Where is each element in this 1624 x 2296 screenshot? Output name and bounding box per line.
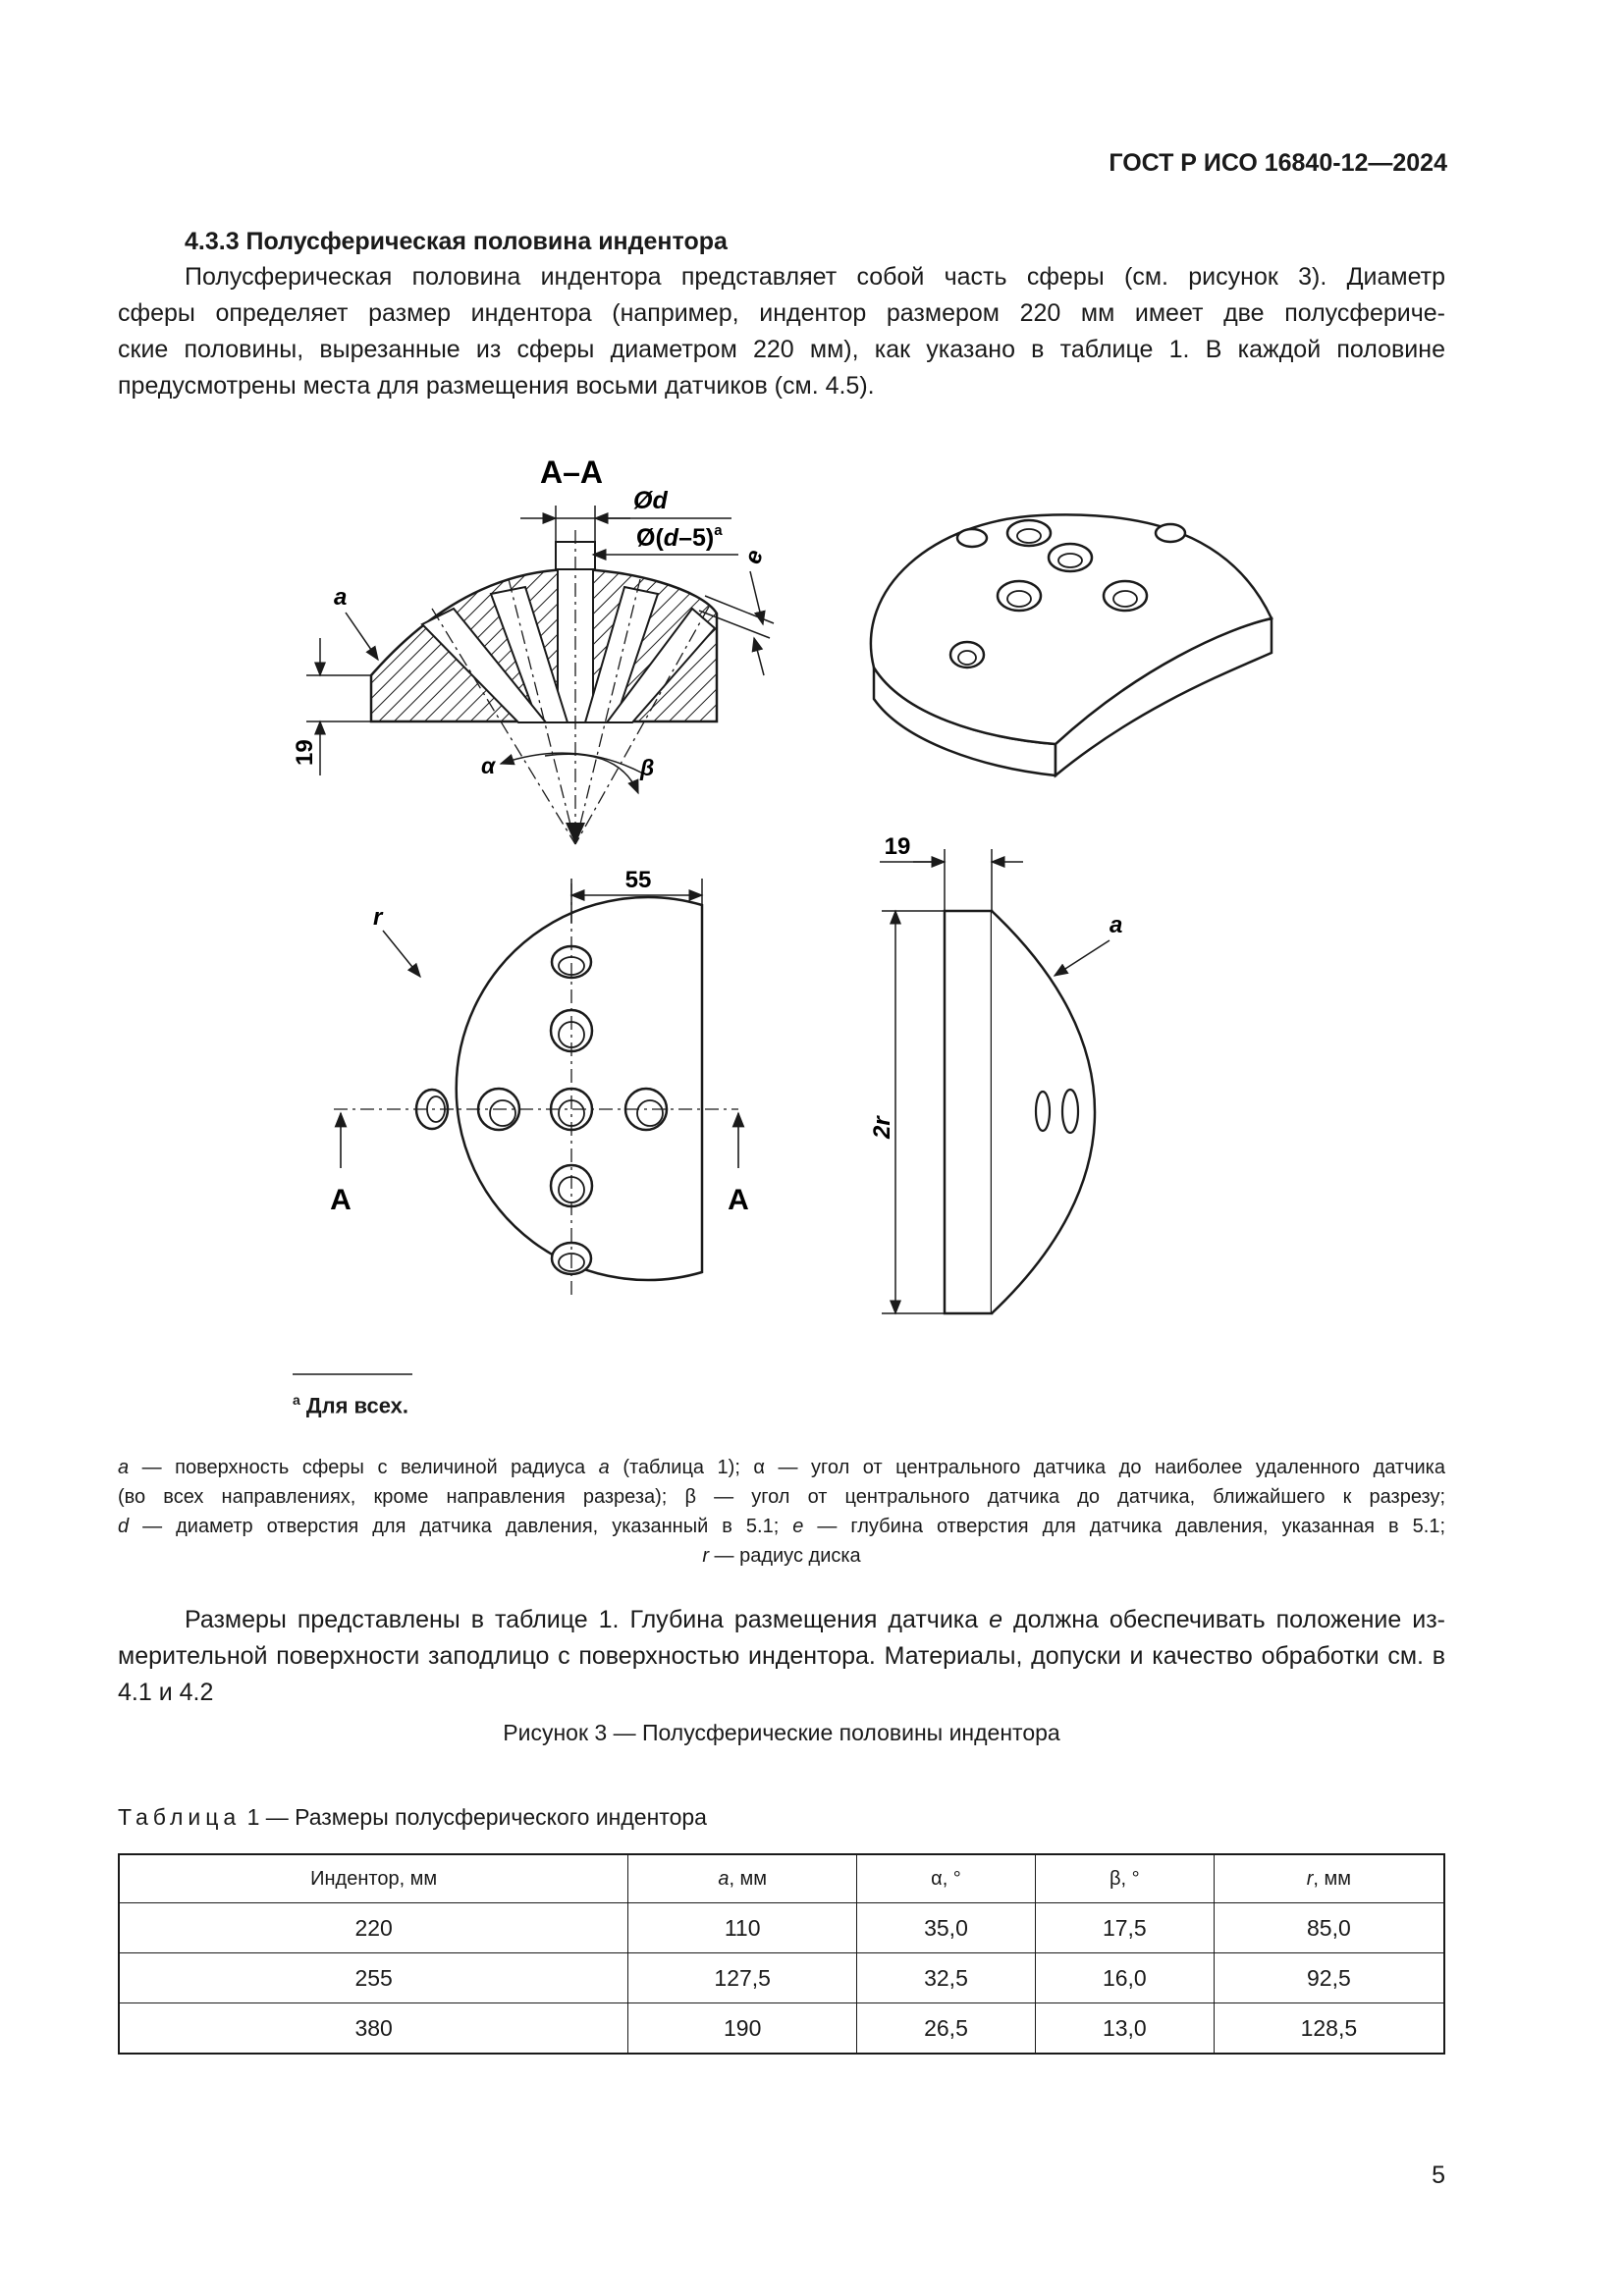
paragraph-line: предусмотрены места для размещения восьми датчиков (см. 4.5). (118, 372, 875, 400)
figure-footnote (293, 1392, 408, 1418)
beta-arc (545, 754, 638, 793)
legend-text: — диаметр отверстия для датчика давления, указанный в 5.1; (129, 1516, 793, 1537)
note-text: Размеры представлены в таблице 1. Глубина размещения датчика (185, 1606, 990, 1633)
note-var: e (989, 1606, 1003, 1633)
side-view (869, 833, 1122, 1313)
legend-line (118, 1512, 1445, 1541)
beta-label: β (640, 755, 655, 780)
figure-caption: Рисунок 3 — Полусферические половины индентора (503, 1720, 1060, 1745)
legend-var: e (792, 1516, 804, 1537)
note-text: мерительной поверхности заподлицо с поверхностью индентора. Материалы, допуски и качество обработки см. в (118, 1642, 1445, 1670)
isometric-view (871, 514, 1272, 775)
plan-view (330, 867, 749, 1296)
paragraph-line: Полусферическая половина индентора представляет собой часть сферы (см. рисунок 3). Диаметр (185, 263, 1445, 291)
header-var: a (718, 1867, 730, 1890)
legend-line (118, 1453, 1445, 1482)
section-label: A–A (539, 454, 604, 490)
surface-a-label-side: a (1110, 912, 1123, 938)
iso-hole (957, 529, 987, 547)
dim-d5-prefix: Ø( (636, 524, 664, 552)
alpha-label: α (481, 753, 496, 778)
cut-label-left: A (330, 1184, 352, 1216)
legend-line (118, 1482, 1445, 1512)
header-text: , мм (729, 1867, 768, 1890)
table-cell: 255 (119, 1953, 628, 2003)
cut-label-right: A (728, 1184, 749, 1216)
table-caption-label: Таблица (118, 1804, 242, 1830)
dimensions-table (118, 1853, 1445, 2055)
table-header-row (119, 1854, 1444, 1903)
header-var: r (1306, 1867, 1314, 1890)
surface-a-leader-side (1055, 940, 1110, 976)
header-text: α, ° (931, 1867, 961, 1890)
table-row (119, 1903, 1444, 1953)
radius-r-leader (383, 931, 420, 977)
figure-note (118, 1602, 1445, 1711)
side-hole (1036, 1092, 1050, 1131)
header-text: β, ° (1110, 1867, 1140, 1890)
side-body (945, 911, 992, 1313)
page-number: 5 (1432, 2162, 1445, 2189)
legend-text: (таблица 1); α — угол от центрального датчика до наиболее удаленного датчика (609, 1457, 1445, 1478)
table-header-cell (119, 1854, 628, 1903)
note-line (118, 1602, 1445, 1638)
table-cell: 128,5 (1214, 2003, 1444, 2055)
legend-text: — радиус диска (708, 1545, 861, 1567)
table-cell: 127,5 (628, 1953, 857, 2003)
section-title: 4.3.3 Полусферическая половина индентора (185, 228, 728, 255)
table-cell: 220 (119, 1903, 628, 1953)
header-text: , мм (1313, 1867, 1352, 1890)
footnote-mark: a (293, 1392, 300, 1408)
dim-2r-label: 2r (869, 1116, 895, 1139)
table-cell: 92,5 (1214, 1953, 1444, 2003)
note-line (118, 1638, 1445, 1675)
note-text: 4.1 и 4.2 (118, 1679, 214, 1706)
surface-a-label: a (334, 584, 348, 611)
dim-e-label: e (739, 546, 769, 567)
legend-var: a (118, 1457, 130, 1478)
legend-var: d (118, 1516, 130, 1537)
legend-line (118, 1541, 1445, 1571)
table-header-cell (1214, 1854, 1444, 1903)
table-header-cell (857, 1854, 1036, 1903)
document-code: ГОСТ Р ИСО 16840-12—2024 (1109, 149, 1447, 177)
table-row (119, 2003, 1444, 2055)
table-header-cell (1035, 1854, 1214, 1903)
dim-d-label: Ød (633, 487, 668, 514)
footnote-text: Для всех. (305, 1393, 409, 1418)
side-hole (1062, 1090, 1078, 1133)
iso-hole (1156, 524, 1185, 542)
legend-var: r (702, 1545, 709, 1567)
note-line (118, 1675, 1445, 1711)
figure-legend (118, 1453, 1445, 1571)
table-cell: 32,5 (857, 1953, 1036, 2003)
dim-d5-suffix: –5) (678, 524, 715, 552)
convergence-point (566, 823, 585, 844)
dim-d5-label (636, 522, 723, 552)
table-cell: 26,5 (857, 2003, 1036, 2055)
table-cell: 13,0 (1035, 2003, 1214, 2055)
table-cell: 190 (628, 2003, 857, 2055)
table-cell: 35,0 (857, 1903, 1036, 1953)
table-cell: 17,5 (1035, 1903, 1214, 1953)
legend-text: (во всех направлениях, кроме направления разреза); β — угол от центрального датчика до датчика, ближайшего к разрезу; (118, 1486, 1445, 1508)
table-row (119, 1953, 1444, 2003)
radius-r-label: r (373, 904, 383, 931)
dim-2r (882, 911, 945, 1313)
legend-text: — глубина отверстия для датчика давления, указанная в 5.1; (803, 1516, 1446, 1537)
dim-19-label: 19 (292, 739, 318, 766)
paragraph-line: сферы определяет размер индентора (например, индентор размером 220 мм имеет две полусфериче- (118, 299, 1445, 327)
dim-19-side-label: 19 (884, 833, 911, 860)
table-cell: 85,0 (1214, 1903, 1444, 1953)
table-cell: 16,0 (1035, 1953, 1214, 2003)
dim-d5-sup: a (714, 522, 723, 539)
legend-var: a (598, 1457, 610, 1478)
table-header-cell (628, 1854, 857, 1903)
legend-text: — поверхность сферы с величиной радиуса (129, 1457, 599, 1478)
dim-d5-var: d (663, 524, 679, 552)
surface-a-leader (346, 613, 378, 660)
table-caption (118, 1804, 707, 1831)
note-text: должна обеспечивать положение из- (1002, 1606, 1445, 1633)
table-cell: 110 (628, 1903, 857, 1953)
header-text: Индентор, мм (310, 1867, 438, 1890)
section-view (292, 454, 774, 844)
dim-55-label: 55 (624, 867, 652, 893)
table-caption-text: 1 — Размеры полусферического индентора (241, 1804, 707, 1830)
table-cell: 380 (119, 2003, 628, 2055)
paragraph-line: ские половины, вырезанные из сферы диаметром 220 мм), как указано в таблице 1. В каждой половине (118, 336, 1445, 363)
